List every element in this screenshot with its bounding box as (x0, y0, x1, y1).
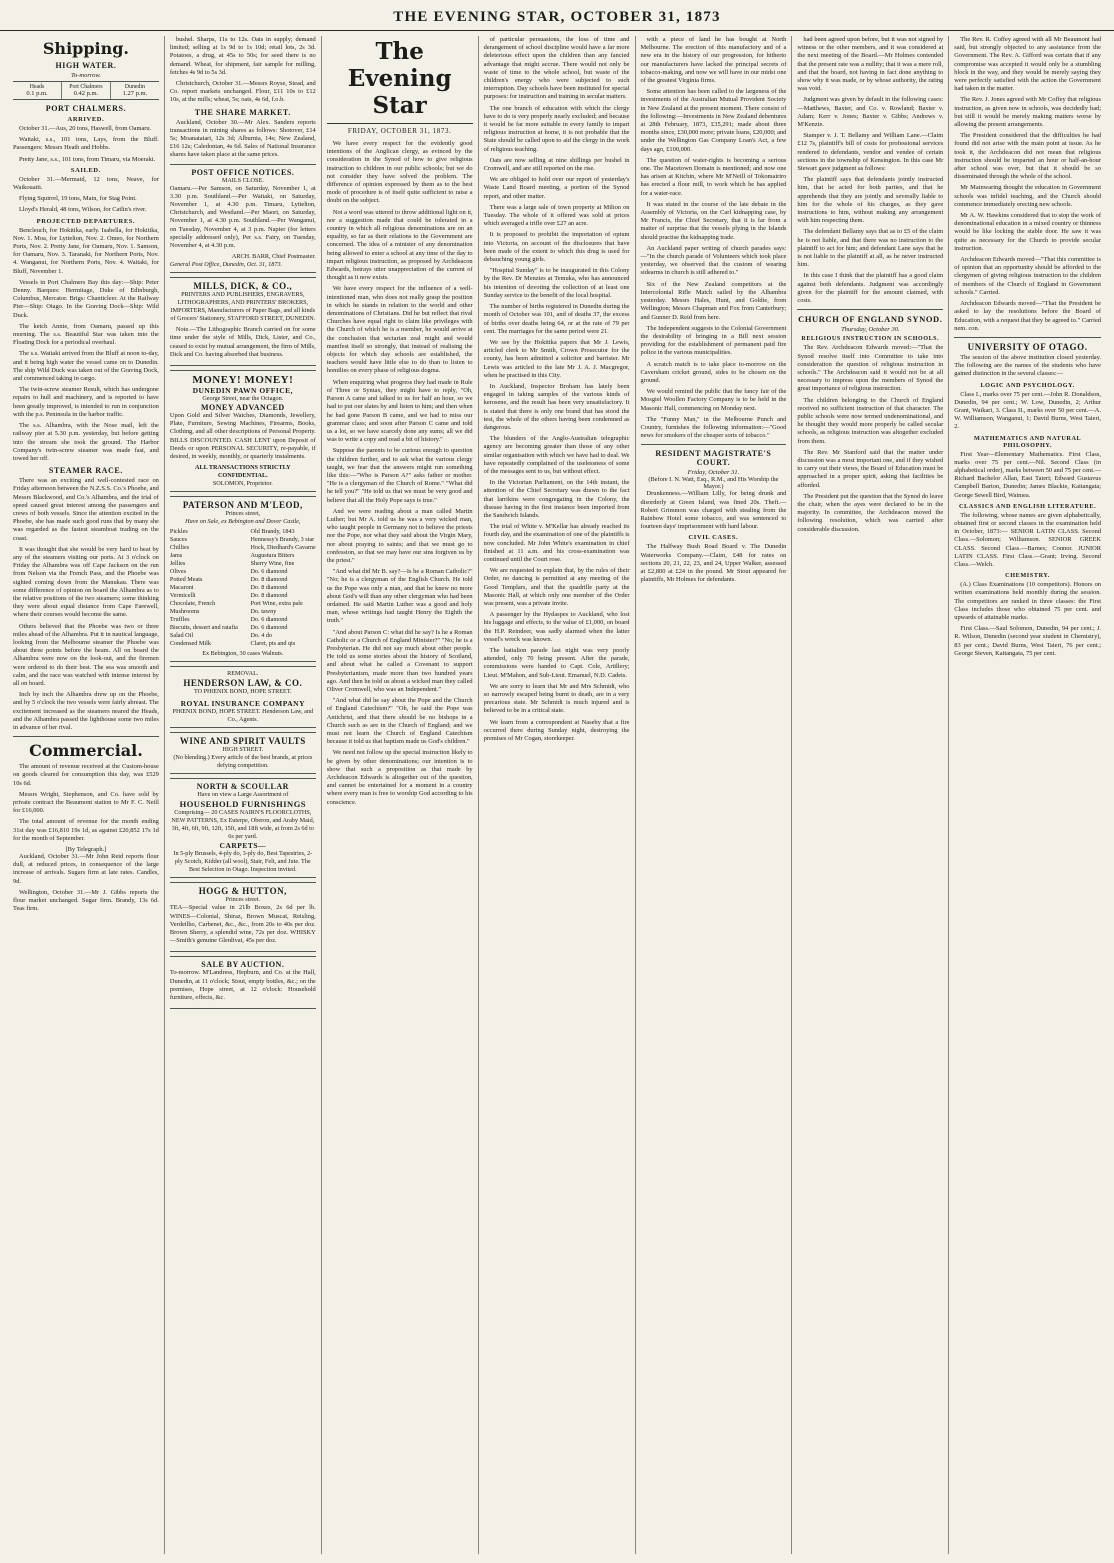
leader-paragraph: We need not follow up the special instruction likely to be given by other denominations; our intention is to show that such a proposition as that made by Archdeacon Edwards is altogether out of the question, and cannot be entertained for a moment in a country where every man is free to worship God according to his conscience. (326, 749, 473, 806)
university-paragraph: (A.) Class Examinations (10 competitors). Honors on written examinations held monthly during the session. The competitors are ranked in three classes: the First Class includes those who obtained 75 per cent. and upwards of attainable marks. (954, 581, 1101, 621)
masthead-title: THE EVENING STAR, OCTOBER 31, 1873 (393, 9, 721, 25)
news-paragraph: Six of the New Zealand competitors at the Intercolonial Rifle Match sailed by the Alhambra yesterday. Messrs Hales, Hunt, and Goldie, from Wellington; Messrs Chapman and Fox from Canterbury; and Gunner D. Reid from here. (640, 280, 787, 321)
post-office-notice (170, 164, 316, 274)
synod-paragraph: The Rev. Mr Stanford said that the matter under discussion was a most important one, and if they wished to carry out their views, the Board of Education must be approached in a proper spirit, asking that facilities be afforded. (797, 448, 944, 489)
synod-subheading: RELIGIOUS INSTRUCTION IN SCHOOLS. (801, 336, 940, 343)
tide-heads: Heads 0.1 p.m. (13, 82, 62, 99)
synod-paragraph: The children belonging to the Church of England received no sufficient instruction of that character. The public schools were now termed undenominational, and he thought they would more properly be called secular schools, as religious instruction was altogether excluded from them. (797, 396, 944, 445)
civil-cases-label: CIVIL CASES. (688, 534, 739, 542)
postmaster-signature: ARCH. BARR, Chief Postmaster. (231, 253, 316, 261)
telegraph-paragraph: Wellington, October 31.—Mr J. Gibbs reports the flour market unchanged. Sugar firm. Brandy, 13s 6d. Teas firm. (13, 888, 159, 913)
projected-label: PROJECTED DEPARTURES. (36, 217, 136, 225)
carpets-body: In 5-ply Brussels, 4-ply do, 3-ply do, Best Tapestries, 2-ply Scotch, Kidder (all wool), Stair, Felt, and Jute. The Best Selection in Otago. Inspection invited. (173, 850, 313, 874)
synod-heading: CHURCH OF ENGLAND SYNOD. (798, 314, 943, 325)
court-paragraph: The defendant Bellamy says that as to £5 of the claim he is not liable, and that there was no instruction to the plaintiff to act for him; and defendant Lane says that he is not liable to the plaintiff at all, as he never instructed him. (797, 228, 944, 269)
sailing-entry: Lloyd's Herald, 48 tons, Wilson, for Catlin's river. (19, 206, 147, 214)
synod-date: Thursday, October 30. (841, 326, 900, 334)
news-paragraph: The Independent suggests to the Colonial Government the desirability of bringing in a Bill next session providing for the establishment of permanent paid fire police in the various municipalities. (640, 324, 787, 357)
chemistry-heading: CHEMISTRY. (1005, 572, 1051, 580)
goods-item: Pickles (169, 528, 188, 536)
goods-item: Potted Meats (169, 576, 203, 584)
arrival-entry: Pretty Jane, s.s., 101 tons, from Timaru, via Moeraki. (19, 155, 156, 163)
synod-paragraph: Mr A. W. Hawkins considered that to stop the work of denominational education in a mixed country or thinness would be like locking the stable door. He saw it was quite as necessary for the Church to provide secular instruction. (954, 212, 1101, 252)
goods-item: Sherry Wine, fine (250, 560, 295, 568)
race-paragraph: Inch by inch the Alhambra drew up on the Phoebe, and by 5 o'clock the two vessels were fairly abreast. The excitement increased as the steamers neared the Heads, and the Alhambra passed the lighthouse some two miles in advance of her rival. (13, 691, 159, 731)
news-paragraph: Oats are now selling at nine shillings per bushel in Cromwell, and are still reported on the rise. (483, 156, 630, 173)
synod-paragraph: The President considered that the difficulties he had found did not arise with the main point at issue. As he took it, the Archdeacon did not mean that religious instruction should be imparted an hour or half-an-hour after school was over, but that it should be so disseminated through the whole of the school. (954, 132, 1101, 181)
shipping-paragraph: The ketch Annie, from Oamaru, passed up this morning. The s.s. Beautiful Star was taken into the Floating Dock for a periodical overhaul. (13, 322, 159, 347)
arrival-entry: Waitaki, s.s., 101 tons, Lays, from the Bluff. Passengers: Messrs Heath and Hobbs. (13, 136, 159, 152)
post-office-date: General Post Office, Dunedin, Oct. 31, 1873. (169, 261, 283, 269)
projected-departures: Bencleuch, for Hokitika, early. Isabella, for Hokitika, Nov. 1. Moa, for Lyttelton, Nov. 2. Omeo, for Northern Ports, Nov. 2. Pretty Jane, for Oamaru, Nov. 1. Samson, for Oamaru, Nov. 3. Taranaki, for Northern Ports, Nov. 4. Wanganui, for Northern Ports, Nov. 4. Waitaki, for Bluff, November 1. (13, 226, 159, 275)
sailing-entry: October 31.—Mermaid, 12 tons, Neave, for Waikouaiti. (13, 175, 159, 192)
race-paragraph: It was thought that she would be very hard to beat by any of the steamers visiting our ports. At 3 o'clock on Friday the Alhambra was off Cape Jackson on the run from Nelson via the French Pass, and the Phoebe was sighted coming down from the Manukau. There was some difference of opinion on board the Alhambra as to the relative positions of the two steamers; some thinking they were about equal distance from Cape Farewell, where their courses would become the same. (13, 545, 159, 619)
news-paragraph: The blunders of the Anglo-Australian telegraphic agency are becoming greater than those of any other similar organisation with which we have had to deal. We have repeatedly complained of the uselessness of some of the messages sent to us, but without effect. (483, 435, 630, 475)
news-paragraph: In the Victorian Parliament, on the 14th instant, the attention of the Chief Secretary was drawn to the fact that larrikins were congregating in the Colony, the disease having in the first instance been imported from the Sandwich Islands. (483, 479, 630, 519)
column-leader (322, 36, 479, 1554)
divider (13, 736, 159, 737)
goods-item: Port Wine, extra pale (250, 600, 303, 608)
leader-paragraph: Suppose the parents to be curious enough to question the children further, and to ask what the various clergy taught, we fear that the answers might run something like this:—"Who is Parson A?" asks father or mother. "He is a clergyman of the Church of Rome." "What did he tell you?" "He told us that we must be very good and believe that all the Holy Pope says is true." (326, 447, 473, 504)
goods-item: Do. tawny (250, 608, 277, 616)
henderson-address: TO PHŒNIX BOND, HOPE STREET. (193, 688, 292, 696)
auction-ad (170, 956, 316, 1009)
household-heading: HOUSEHOLD FURNISHINGS (179, 799, 307, 810)
university-paragraph: The session of the above institution closed yesterday. The following are the names of the students who have gained distinction in the several classes:— (954, 353, 1101, 378)
household-body: Comprising— 20 CASES NAIRN'S FLOORCLOTHS, NEW PATTERNS, Ex Euterpe, Oberon, and Araby Maid, 3ft, 4ft, 6ft, 9ft, 12ft, 15ft, and 18ft wide, at from 2s 6d to 6s per yard. (171, 809, 315, 841)
goods-item: Truffles (169, 616, 190, 624)
commercial-paragraph: The amount of revenue received at the Custom-house on goods cleared for consumption this day, was £529 10s 6d. (13, 763, 159, 787)
goods-item: Biscuits, dessert and ratafia (169, 624, 238, 632)
leader-dateline: FRIDAY, OCTOBER 31, 1873. (347, 127, 452, 135)
news-paragraph: The question of water-rights is becoming a serious one. The Macetown Domain is mentioned; and now one has arisen at Kitchin, where Mr M'Neill of Tokomairiro has erected a flour mill, to work which he has applied for a water-race. (640, 156, 787, 197)
goods-item: Old Brandy, 1843 (250, 528, 295, 536)
goods-list-right (251, 528, 316, 648)
goods-item: Do. 6 diamond (250, 616, 288, 624)
news-paragraph: The trial of White v. M'Kellar has already reached its fourth day, and the examination of one of the plaintiffs is now concluded. Mr John White's examination in chief finished at 11 a.m. and his cross-examination was continued until the Court rose. (483, 523, 630, 563)
leader-paragraph: When enquiring what progress they had made in Rule of Three or Syntax, they might have to reply, "Oh, Parson A came and talked to us for half an hour, so we had to put our slates by and listen to him; and then when he had gone Parson B came, and we had to miss our grammar class; and soon after Parson C came and told us a lot, so we have scarcely done any sums; all we did was to write a copy and read a bit of history." (326, 378, 473, 444)
henderson-name: HENDERSON LAW, & CO. (183, 678, 303, 689)
paterson-name: PATERSON AND M'LEOD, (182, 500, 303, 511)
auction-heading: SALE BY AUCTION. (201, 960, 285, 970)
news-paragraph: We are obliged to hold over our report of yesterday's Waste Land Board meeting, a portion of the Synod report, and other matter. (483, 176, 630, 200)
goods-item: Jellies (169, 560, 186, 568)
race-paragraph: There was an exciting and well-contested race on Friday afternoon between the N.Z.S.S. Co.'s Phoebe, and Messrs Blackwood, and Co.'s Alhambra, and the trial of speed caused great interest among the passengers and crews of both vessels. Since the attention excited in the Phoebe, she has made such good runs that by many she was regarded as the fastest steamboat trading on the coast. (13, 477, 159, 542)
synod-paragraph: Archdeacon Edwards moved—"That the President be asked to lay the resolutions before the Board of Education, with a request that they be agreed to." Carried nem. con. (954, 300, 1101, 332)
university-heading: UNIVERSITY OF OTAGO. (967, 341, 1088, 352)
paterson-subheading: Have on Sale, ex Bebington and Dover Castle, (185, 518, 301, 526)
divider (797, 309, 943, 310)
pawn-office-address: George Street, near the Octagon. (202, 395, 284, 403)
goods-item: Vermicelli (169, 592, 196, 600)
wine-vaults-body: (No blending.) Every article of the best brands, at prices defying competition. (173, 754, 313, 770)
university-paragraph: First Year—Elementary Mathematics. First Class, marks over 75 per cent.—Nil. Second Class (in alphabetical order), marks between 50 and 75 per cent.—Richard Bachelor Allan, East Taieri; Edward Gustavus Campbell Barton, Dunedin; James Blackie, Kaitangata; George Sewell Bird, Waimea. (954, 450, 1101, 499)
leader-paragraph: We have every respect for the evidently good intentions of the Anglican clergy, as evinced by the consideration in the Synod of how to give religious instruction to children in our public schools; but we do not consider they have solved the problem. The difference of opinion expressed by them as to the best mode of procedure is of itself quite sufficient to raise a doubt on the subject. (326, 140, 473, 205)
mills-dick-note: Note.—The Lithographic Branch carried on for some time under the style of Mills, Dick, Lister, and Co., ceased to exist by mutual arrangement, the firm of Mills, Dick and Co. having absorbed that business. (169, 326, 316, 358)
steamer-race-heading: STEAMER RACE. (48, 466, 123, 476)
university-paragraph: First Class.—Saul Solomon, Dunedin, 94 per cent.; J. R. Wilson, Dunedin (second year student in Chemistry), 83 per cent.; David Burns, West Taieri, 76 per cent.; George Steven, Kaitangata, 75 per cent. (954, 625, 1101, 657)
mills-dick-name: MILLS, DICK, & CO., (193, 281, 293, 292)
court-bench: (Before I. N. Watt, Esq., R.M., and His Worship the Mayor.) (648, 476, 779, 491)
goods-item: Do. 4 do (250, 632, 273, 640)
share-market-heading: THE SHARE MARKET. (194, 107, 291, 117)
news-paragraph: A scratch match is to take place to-morrow on the Caversham cricket ground, sides to be chosen on the ground. (640, 360, 787, 384)
university-paragraph: The following, whose names are given alphabetically, obtained first or second classes in the examination held in October, 1873:— SENIOR LATIN CLASS. Second Class.—Solomon; Williamson. SENIOR GREEK CLASS. Second Class.—Barnes; Connor. JUNIOR LATIN CLASS. First Class.—Grant; Irving. Second Class.—Welch. (954, 511, 1101, 568)
news-paragraph: A passenger by the Hydaspes to Auckland, who lost his luggage and effects, to the value of £1,000, on board the H.P. Reindeer, was sadly alarmed when the latter vessel's wreck was known. (483, 611, 630, 643)
shipping-paragraph: The twin-screw steamer Result, which has undergone repairs to hull and machinery, and is reported to have been greatly improved, is intended to run in conjunction with the p.s. Peninsula in the harbor traffic. (13, 386, 159, 418)
wine-vaults-address: HIGH STREET. (222, 746, 264, 754)
wine-vaults-name: WINE AND SPIRIT VAULTS (179, 736, 306, 747)
news-paragraph: We are requested to explain that, by the rules of their Order, no dancing is permitted at any meeting of the Good Templars, and that the quadrille party at the Masonic Hall, at which only one member of the Order was present, was a private invite. (483, 567, 630, 607)
royal-insurance-name: ROYAL INSURANCE COMPANY (180, 699, 306, 709)
logic-heading: LOGIC AND PSYCHOLOGY. (980, 381, 1075, 389)
henderson-law-ad (170, 666, 316, 728)
page-masthead (0, 0, 1114, 31)
paterson-mleod-ad (170, 496, 316, 662)
news-paragraph: It is proposed to prohibit the importation of opium into Victoria, on account of the disclosures that have been made of the extent to which this drug is used for debauching young girls. (483, 231, 630, 264)
commercial-paragraph: Messrs Wright, Stephenson, and Co. have sold by private contract the Beaumont station to Mr F. C. Neill for £16,000. (13, 790, 159, 815)
mills-dick-description: PRINTERS AND PUBLISHERS, ENGRAVERS, LITHOGRAPHERS, AND PRINTERS' BROKERS, IMPORTERS, Manufacturers of Paper Bags, and all kinds of Grocers' Stationery, STAFFORD STREET, DUNEDIN. (170, 291, 316, 323)
wine-vaults-ad (170, 732, 316, 774)
court-paragraph: The plaintiff says that defendants jointly instructed him, that he acted for both parties, and that he apprehends that they are jointly and severally liable to him for the whole of his charges, as they gave instructions to him, without making any arrangement with him respecting them. (797, 176, 944, 225)
synod-paragraph: Mr Mainwaring thought the education in Government schools was infidel teaching, and the Church should commence immediately erecting new schools. (954, 184, 1101, 208)
news-paragraph: The "Funny Man," in the Melbourne Punch and Country, furnishes the following information:—"Good news for smokers of the cheaper sorts of tobacco." (640, 415, 787, 440)
auction-body: To-morrow. M'Landress, Hepburn, and Co. at the Hall, Dunedin, at 11 o'clock; Stout, empty bottles, &c.; on the premises, Hope street, at 12 o'clock: Household furniture, effects, &c. (169, 969, 316, 1001)
goods-item: Claret, pts and qts (250, 640, 296, 648)
goods-item: Mushrooms (169, 608, 200, 616)
court-date: Friday, October 31. (687, 469, 740, 477)
leader-paragraph: And we were reading about a man called Martin Luther; but Mr A. told us he was a very wicked man, who taught people in Germany not to believe the priests nor the Pope, nor what they said about the Virgin Mary, nor about praying to saints; and that we must go to confession, so that we may have our sins forgiven us by the priest." (326, 507, 473, 564)
goods-item: Do. 6 diamond (250, 568, 288, 576)
court-paragraph: Stamper v. J. T. Bellamy and William Lane.—Claim £12 7s, plaintiff's bill of costs for professional services rendered to defendants, vendor and vendee of certain sections in the township of Kensington. In this case Mr Stewart gave judgment as follows: (797, 132, 944, 173)
shipping-heading: Shipping. (42, 39, 129, 58)
synod-paragraph: Archdeacon Edwards moved—"That this committee is of opinion that an opportunity should be afforded to the clergymen of giving religious instruction to the children of members of the Church of England in Government schools." Carried. (954, 256, 1101, 296)
money-heading: MONEY! MONEY! (192, 374, 294, 387)
news-paragraph: We see by the Hokitika papers that Mr J. Lewis, articled clerk to Mr Smith, Crown Prosecutor for the county, has been admitted a solicitor and barrister. Mr Lewis was articled to the late Mr J. A. J. Macgregor, when he practised in this City. (483, 338, 630, 379)
port-chalmers-heading: PORT CHALMERS. (45, 104, 127, 113)
tide-table (13, 81, 159, 100)
synod-paragraph: The President put the question that the Synod do leave the chair, when the ayes were declared to be in the majority. In committee, the Archdeacon moved the following resolution, which was carried after considerable discussion. (797, 492, 944, 533)
goods-item: Chillies (169, 544, 190, 552)
race-paragraph: Others believed that the Phoebe was two or three miles ahead of the Alhambra. Put it in nautical language, looking from the Melbourne steamer the Phoebe was about three points before the beam. All on board the Alhambra were now on the look-out, and the firemen were ordered to do their best. The sea was smooth and calm, and the race was watched with intense interest by all on board. (13, 622, 159, 687)
by-telegraph-label: [By Telegraph.] (65, 846, 107, 854)
news-paragraph: In Auckland, Inspector Broham has lately been engaged in taking samples of the various kinds of kerosene, and the result has been very unsatisfactory. It is stated that there is only one brand that has stood the test, the whole of the others having been condemned as dangerous. (483, 382, 630, 431)
pawn-office-name: DUNEDIN PAWN OFFICE, (192, 386, 294, 396)
leader-paragraph: We have every respect for the influence of a well-intentioned man, who does not really grasp the position in which he stands in relation to the world and other denominations of Christians. Did he but reflect that rival Churches have equal right to claim like privileges with the Church of which he is a member, he would arrive at the conclusion that sectarian zeal might and would manifest itself so strongly, that instead of realising the objects for which day schools are established, the teachers would have little else to do than to listen to homilies on every phase of religious dogma. (326, 285, 473, 375)
synod-paragraph: The Rev. Archdeacon Edwards moved:—"That the Synod resolve itself into Committee to take into consideration the question of religious instruction in schools." The Archdeacon said it would not be at all necessary to impress upon the members of Synod the great importance of religious instruction. (797, 344, 944, 393)
goods-list-left (170, 528, 238, 648)
goods-item: Olives (169, 568, 187, 576)
tide-port-chalmers: Port Chalmers 0.42 p.m. (62, 82, 111, 99)
money-advanced-label: MONEY ADVANCED (200, 403, 285, 413)
synod-paragraph: The Rev. R. Coffey agreed with all Mr Beaumont had said, but strongly objected to any assistance from the Government. The Rev. A. Gifford was certain that if any compromise was accepted it would only be a stumbling block in the way, and they would be merely saying they were perfectly satisfied with the action the Government had taken in the matter. (954, 36, 1101, 93)
pawn-office-body: Upon Gold and Silver Watches, Diamonds, Jewellery, Plate, Furniture, Sewing Machines, Firearms, Books, Clothing, and all other descriptions of Personal Property. BILLS DISCOUNTED. CASH LENT upon Deposit of Deeds or upon PERSONAL SECURITY, re-payable, if desired, in weekly, monthly, or quarterly instalments. (169, 412, 316, 461)
court-heading: RESIDENT MAGISTRATE'S COURT. (655, 449, 772, 468)
royal-insurance-address: PHŒNIX BOND, HOPE STREET. Henderson Law, and Co., Agents. (172, 708, 314, 724)
leader-paragraph: Not a word was uttered to throw additional light on it, nor a suggestion made that could be tolerated in a country in which all religious denominations are on an equality, so far as their relations to the Government are concerned. The idea of a minister of any denomination being allowed to enter a school at any time of the day to impart religious instruction, as proposed by Archdeacon Edwards, betrays utter unappreciation of the current of thought as it now exists. (326, 208, 473, 282)
markets-paragraph: bushel. Sharps, 11s to 12s. Oats in supply; demand limited; selling at 1s 9d to 1s 10d; retail lots, 2s 3d. Potatoes, a drug, at 45s to 50s; for seed there is no demand. Wheat, for shipment, fair sample for milling, fetches 4s 9d to 5s 3d. (169, 36, 316, 76)
news-paragraph: The number of births registered in Dunedin during the month of October was 101, and of deaths 37, the excess of births over deaths being 64, or at the rate of 79 per cent. The marriages for the same period were 21. (483, 303, 630, 335)
university-paragraph: Class I., marks over 75 per cent.—John R. Donaldson, Dunedin, 94 per cent.; W. Low, Dunedin, 2; Arthur Grant, Waikari, 3. Class II., marks over 50 per cent.—A. W. Williamson, Wanganui, 1; David Burns, West Taieri, 2. (954, 390, 1101, 431)
goods-item: Do. 6 diamond (250, 624, 288, 632)
tomorrow-label: To-morrow. (70, 72, 101, 79)
leader-paragraph: "And what did Mr B. say?—Is he a Roman Catholic?" "No; he is a clergyman of the English Church. He told us the Pope was only a man, and that he knew no more about God's will than any other clergyman who had been ordained. He said Martin Luther was a good and holy man, whose writings had taught Henry the Eighth the truth." (326, 568, 473, 625)
court-paragraph: In this case I think that the plaintiff has a good claim against both defendants. Judgment was accordingly given for the plaintiff for the amount claimed, with costs. (797, 272, 944, 305)
markets-paragraph: Christchurch, October 31.—Messrs Royse, Stead, and Co. report markets unchanged. Flour, £11 10s to £12 10s, at the mills; wheat, 5s; oats, 4s 6d, f.o.b. (169, 80, 316, 104)
mills-dick-ad (170, 277, 316, 366)
columns (8, 36, 1106, 1554)
tide-dunedin: Dunedin 1.27 p.m. (122, 84, 148, 97)
news-paragraph: The battalion parade last night was very poorly attended, only 70 being present. After the parade, commissions were handed to Capt. Cole, Artillery; Lieut. M'Mahon, and Sub-Lieut. Emanuel, N.D. Cadets. (483, 647, 630, 679)
mails-close-label: MAILS CLOSE. (221, 176, 264, 184)
north-scoullar-ad (170, 778, 316, 878)
column-news-items (479, 36, 636, 1554)
classics-heading: CLASSICS AND ENGLISH LITERATURE. (958, 502, 1097, 510)
court-paragraph: had been agreed upon before, but it was not signed by witness or the other members, and it was considered at the next meeting of the Board.—Mr Holmes contended that the present rate was a nullity; that it was a mere roll, and that the board, not having in fact done anything to show why it was made, or by whose authority, the rating was void. (797, 36, 944, 93)
maths-heading: MATHEMATICS AND NATURAL PHILOSOPHY. (973, 434, 1082, 449)
news-paragraph: Some attention has been called to the largeness of the investments of the Australian Mutual Provident Society in New Zealand at the present moment. There consist of the following:—Investments in New Zealand debentures at 28th February, 1873, £35,291; made about three months since, £30,000 more; private loans, £20,000; and under the Wellington Gas Company Loan's Act, a few days ago, £100,000. (640, 88, 787, 153)
commercial-heading: Commercial. (29, 741, 143, 761)
sailed-label: SAILED. (70, 166, 101, 174)
arrival-entry: October 31.—Aus, 20 tons, Haswell, from Oamaru. (19, 125, 152, 132)
commercial-paragraph: The total amount of revenue for the month ending 31st day was £16,810 19s 1d, as against £20,852 17s 1d for the month of September. (13, 818, 159, 842)
goods-list (170, 528, 316, 648)
newspaper-banner: The Evening Star (327, 36, 473, 124)
pawn-office-signature: SOLOMON, Proprietor. (212, 480, 273, 488)
goods-item: Macaroni (169, 584, 194, 592)
goods-item: Jams (169, 552, 183, 560)
mails-schedule: Oamaru.—Per Samson, on Saturday, November 1, at 3.30 p.m. Southland.—Per Waitaki, on Saturday, November 1, at 4.30 p.m. Timaru, Lyttelton, Christchurch, and Westland.—Per Maori, on Saturday, November 1, at 4.30 p.m. Southland.—Per Wanganui, on Tuesday, November 4, at 3 p.m. Napier (for letters specially addressed only), Per s.s. Fairy, on Tuesday, November 4, at 4.30 p.m. (169, 184, 316, 250)
high-water-heading: HIGH WATER. (55, 61, 117, 70)
news-paragraph: with a piece of land he has bought at North Melbourne. The erection of this manufactory and of a new era in the history of our progression, for hitherto our manufacturers have lacked the principal secrets of tobacco-making, and now we will have in our midst one of the greatest Virginia firms. (640, 36, 787, 85)
news-paragraph: There was a large sale of town property at Milton on Tuesday. The whole of it offered was sold at prices which averaged a trifle over £27 an acre. (483, 203, 630, 228)
arrived-label: ARRIVED. (67, 116, 105, 123)
news-paragraph: It was stated in the course of the late debate in the Assembly of Victoria, on the Carl kidnapping case, by Mr Francis, the Chief Secretary, that it is far from a matter of surprise that the vessels plying in the Islands should practise the kidnapping trade. (640, 200, 787, 241)
column-court-synod (792, 36, 949, 1554)
shipping-paragraph: Vessels in Port Chalmers Bay this day:—Ship: Peter Denny. Barques: Hermitage, Duke of Edinburgh, Columbus, Mercator. Brigs: Chanticleer. At the Railway Pier—Ship: Otago. In the Graving Dock—Ship: Wild Duck. (13, 278, 159, 319)
news-paragraph: We are sorry to learn that Mr and Mrs Schmidt, who so narrowly escaped being burnt to death, are in a very precarious state. Mr Schmidt is much injured and is believed to be in a critical state. (483, 682, 630, 715)
news-paragraph: of particular persuasions, the loss of time and derangement of school discipline would have a far more deleterious effect upon the children than any fancied advantage that might accrue. There would not only be waste of time to the whole school, but waste of the children's energy who were subjected to such interruption. Day schools have been instituted for special purposes: for instruction and training in secular matters. (483, 36, 630, 101)
paterson-footer: Ex Bebington, 30 cases Walnuts. (202, 650, 284, 658)
hogg-hutton-ad (170, 882, 316, 952)
confidential-label: ALL TRANSACTIONS STRICTLY CONFIDENTIAL. (195, 464, 291, 480)
shipping-paragraph: The s.s. Alhambra, with the Nose mail, left the railway pier at 5.30 p.m. yesterday, but before getting into the stream she took the ground. The Harbor Company's twin-screw steamer was made fast, and towed her off. (13, 422, 159, 462)
removal-label: REMOVAL. (227, 670, 259, 678)
court-paragraph: Drunkenness.—William Lilly, for being drunk and disorderly at Green Island, was fined 20s. Theft.—Robert Grimmon was charged with stealing from the Rainbow Hotel some tobacco, and was sentenced to fourteen days' imprisonment with hard labour. (640, 490, 787, 531)
carpets-heading: CARPETS— (219, 841, 267, 851)
divider (641, 444, 787, 445)
share-market-paragraph: Auckland, October 30.—Mr Alex. Sanders reports transactions in mining shares as follows: Shotover, £14 5s; Moanataiari, 12s 3d; Alburnia, 14s; New Zealand, £16 12s; Caledonian, 4s 6d. Sales of National Insurance shares have taken place at the same prices. (169, 118, 316, 159)
column-shipping (8, 36, 165, 1554)
news-paragraph: The one branch of education with which the clergy have to do is very properly nearly excluded; and because it would be far more suitable in every family to impart religious instruction at home, it is not probable that the State should be called upon to aid the clergy in the work of religious teaching. (483, 104, 630, 153)
goods-item: Chocolate, French (169, 600, 216, 608)
synod-paragraph: The Rev. J. Jones agreed with Mr Coffey that religious instruction, as given now in schools, was decidedly bad; but still it would be merely making matters worse by allowing the present arrangements. (954, 96, 1101, 129)
news-paragraph: We would remind the public that the fancy fair of the Mosgiel Woollen Factory Company is to be held in the Masonic Hall, commencing on Monday next. (640, 388, 787, 412)
divider (954, 337, 1101, 338)
news-paragraph: We learn from a correspondent at Naseby that a fire occurred there during Sunday night, destroying the premises of Mr Cogan, storekeeper. (483, 718, 630, 743)
goods-item: Sauces (169, 536, 188, 544)
goods-item: Augustura Bitters (250, 552, 295, 560)
court-paragraph: Judgment was given by default in the following cases:—Matthews, Baxter, and Co. v. Rowland; Baxter v. Adam; Kerr v. Jones; Baxter v. Gibbs; Andrews v. M'Kenzie. (797, 96, 944, 129)
goods-item: Do. 8 diamond (250, 584, 288, 592)
shipping-paragraph: The s.s. Waitaki arrived from the Bluff at noon to-day, and it being high water the vessel came on to Dunedin. The ship Wild Duck was taken out of the Graving Dock, and commenced taking in cargo. (13, 350, 159, 383)
goods-item: Salad Oil (169, 632, 194, 640)
hogg-hutton-body: TEA—Special value in 21lb Boxes, 2s 6d per lb. WINES—Colonial, Shiraz, Brown Muscat, Reisling, Verdeilho, Carbenet, &c., &c., from 20s to 40s per doz. Brown Sherry, a splendid wine, 72s per doz. WHISKY—Smith's genuine Glenlivat, 45s per doz. (169, 904, 316, 945)
north-scoullar-intro: Have on view a Large Assortment of (197, 791, 289, 799)
pawn-office-ad (170, 370, 316, 492)
sailing-entry: Flying Squirrel, 19 tons, Main, for Stag Point. (19, 195, 137, 203)
leader-paragraph: "And about Parson C: what did he say? Is he a Roman Catholic or a Church of England Minister?" "No; he is a Presbyterian. He did not say much about other people. He told us some stories about the history of Scotland, and about what he called a Covenant to support Presbyterianism, made more than two hundred years ago. And then he told us about a wicked man they called Oliver Cromwell, who was an Independent." (326, 628, 473, 693)
goods-item: Do. 8 diamond (250, 576, 288, 584)
news-paragraph: An Auckland paper writing of church parades says:—"In the church parade of Volunteers which took place yesterday, we observed that the custom of wearing sidearms in church is still adhered to." (640, 244, 787, 277)
column-synod-university (949, 36, 1106, 1554)
post-office-heading: POST OFFICE NOTICES. (191, 167, 295, 177)
paterson-address: Princes street, (225, 510, 261, 518)
hogg-hutton-name: HOGG & HUTTON, (198, 886, 287, 897)
column-advertisements (165, 36, 322, 1554)
north-scoullar-name: NORTH & SCOULLAR (196, 782, 289, 792)
column-news-court (636, 36, 793, 1554)
goods-item: Condensed Milk (169, 640, 211, 648)
leader-paragraph: "And what did he say about the Pope and the Church of England Catechism?" "Oh, he said the Pope was Antichrist, and that there should be no bishops in a Church such as are in the Church of England; and we must not learn the Church of England Catechism because it told us that baptism made us God's children." (326, 697, 473, 746)
goods-item: Do. 8 diamond (250, 592, 288, 600)
news-paragraph: "Hospital Sunday" is to be inaugurated in this Colony by the Rev. Dr Menzies at Temuka, who has announced his intention of devoting the collection of at least one Sunday service to the benefit of the local hospital. (483, 267, 630, 299)
hogg-hutton-address: Princes street. (225, 896, 261, 904)
telegraph-paragraph: Auckland, October 31.—Mr John Reid reports flour dull, at reduced prices, in consequence of the large increase of arrivals. Sugars firm at late rates. Candles, 9d. (13, 853, 159, 885)
goods-item: Hennessy's Brandy, 3 star (250, 536, 315, 544)
court-paragraph: The Halfway Bush Road Board v. The Dunedin Waterworks Company.—Claim, £48 for rates on sections 20, 21, 22, 23, and 24, Upper Walker, assessed at £2,800 at £24 in the pound. Mr Stout appeared for plaintiffs, Mr Holmes for defendants. (640, 543, 787, 584)
goods-item: Hock, Diedhard's Cavarne (250, 544, 316, 552)
